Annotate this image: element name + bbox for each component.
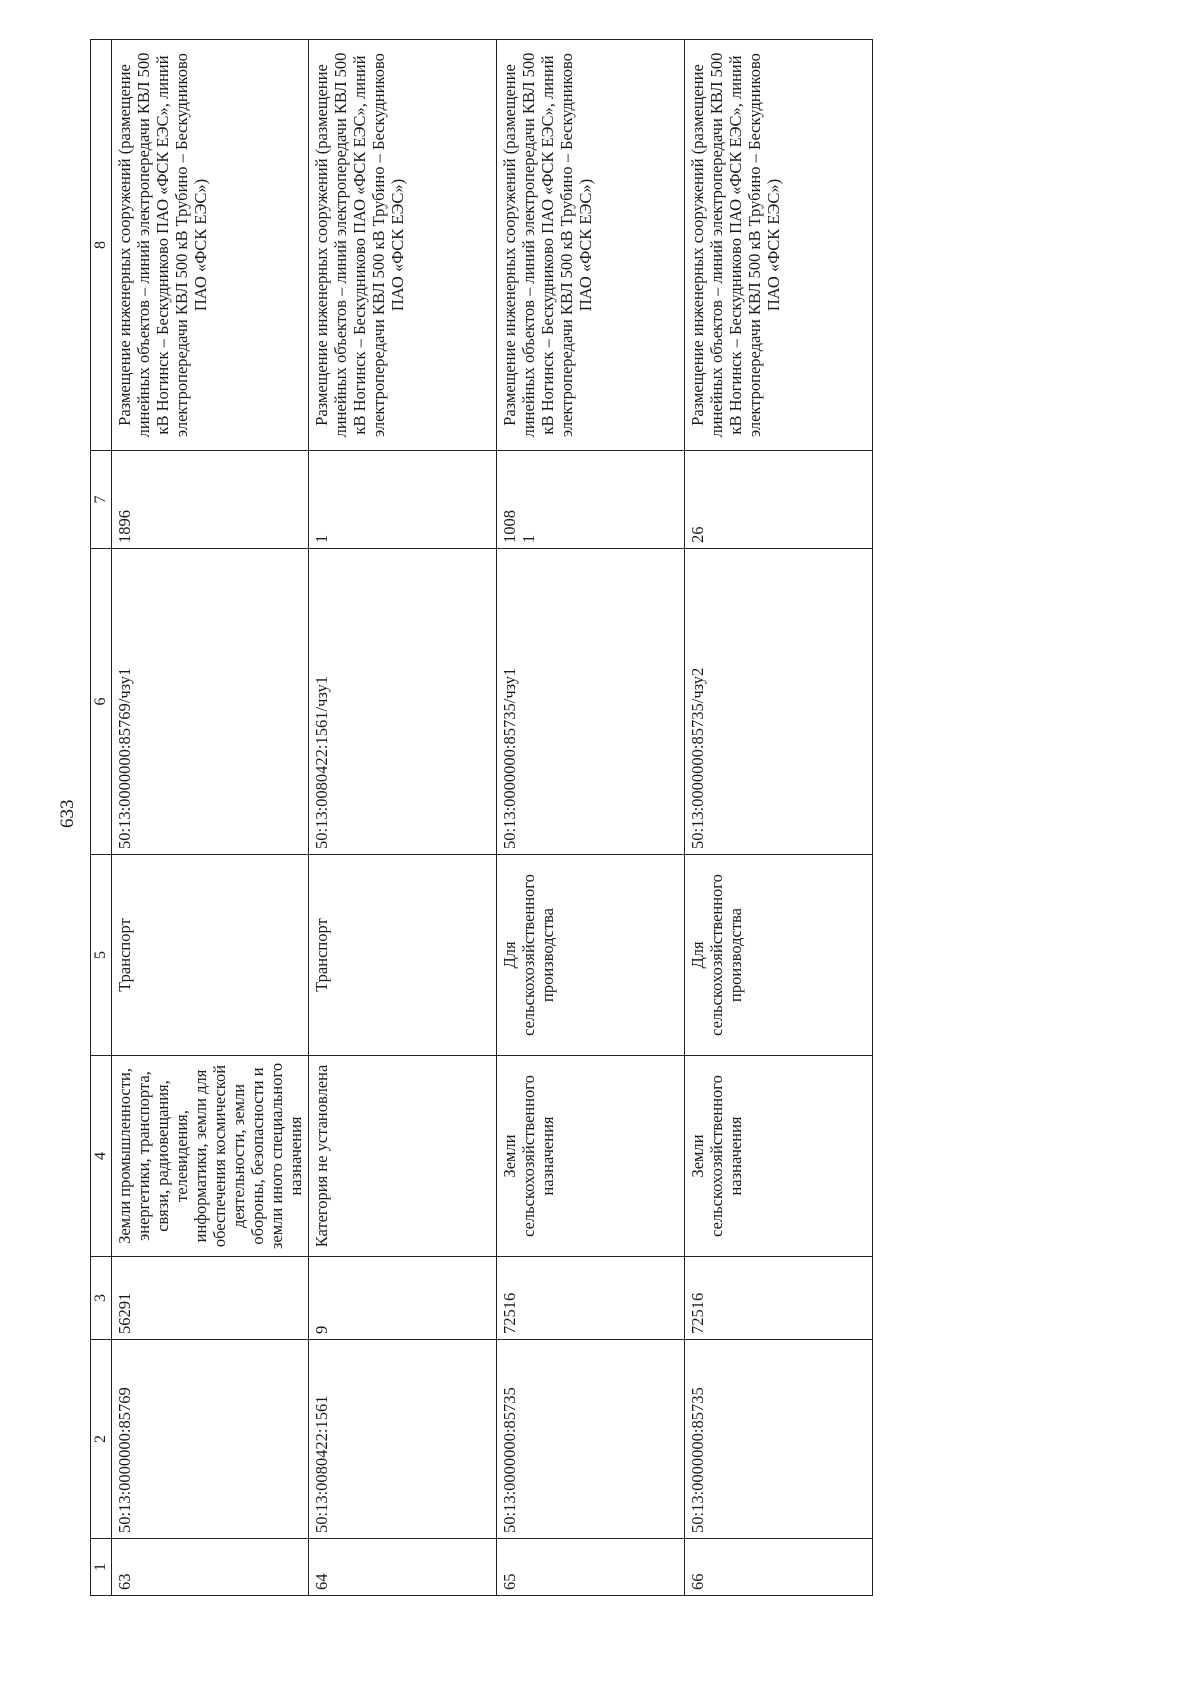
part-area [497, 451, 685, 549]
table-row [112, 40, 309, 1596]
cadastral-number: 50:13:0080422:1561 [309, 1340, 497, 1539]
land-category: Категория не установлена [309, 1056, 497, 1257]
permitted-use: Для сельскохозяйственного производства [497, 855, 685, 1056]
part-number: 50:13:0000000:85769/чзу1 [112, 549, 309, 855]
land-category: Земли сельскохозяйственного назначения [685, 1056, 873, 1257]
part-area-value: 1 [312, 534, 331, 543]
page-number: 633 [57, 799, 78, 828]
permitted-use: Транспорт [112, 855, 309, 1056]
part-area [685, 451, 873, 549]
table-row [497, 40, 685, 1596]
parcel-area: 72516 [497, 1257, 685, 1340]
parcel-area: 56291 [112, 1257, 309, 1340]
part-area-value: 1 [519, 534, 538, 543]
purpose: Размещение инженерных сооружений (размещение линейных объектов – линий электропередачи КВЛ 500 кВ Ногинск – Бескудниково ПАО «ФСК ЕЭС», линий электропередачи КВЛ 500 кВ Трубино – Бескудниково ПАО «ФСК ЕЭС») [112, 40, 309, 451]
row-number: 63 [112, 1539, 309, 1596]
column-number: 5 [91, 855, 112, 1056]
column-number: 2 [91, 1340, 112, 1539]
column-number: 3 [91, 1257, 112, 1340]
column-number: 6 [91, 549, 112, 855]
land-parcel-table [90, 39, 873, 1596]
part-area-value: 1896 [115, 510, 134, 543]
column-number: 1 [91, 1539, 112, 1596]
permitted-use: Для сельскохозяйственного производства [685, 855, 873, 1056]
part-number: 50:13:0080422:1561/чзу1 [309, 549, 497, 855]
column-number: 7 [91, 451, 112, 549]
part-number: 50:13:0000000:85735/чзу1 [497, 549, 685, 855]
column-number-row [91, 40, 112, 1596]
part-area-value: 26 [688, 526, 707, 543]
parcel-area: 72516 [685, 1257, 873, 1340]
cadastral-number: 50:13:0000000:85735 [497, 1340, 685, 1539]
row-number: 66 [685, 1539, 873, 1596]
permitted-use: Транспорт [309, 855, 497, 1056]
land-category: Земли промышленности, энергетики, транспорта, связи, радиовещания, телевидения, информатики, земли для обеспечения космической деятельности, земли обороны, безопасности и земли иного специального назначения [112, 1056, 309, 1257]
table-row [309, 40, 497, 1596]
row-number: 64 [309, 1539, 497, 1596]
land-category: Земли сельскохозяйственного назначения [497, 1056, 685, 1257]
purpose: Размещение инженерных сооружений (размещение линейных объектов – линий электропередачи КВЛ 500 кВ Ногинск – Бескудниково ПАО «ФСК ЕЭС», линий электропередачи КВЛ 500 кВ Трубино – Бескудниково ПАО «ФСК ЕЭС») [685, 40, 873, 451]
purpose: Размещение инженерных сооружений (размещение линейных объектов – линий электропередачи КВЛ 500 кВ Ногинск – Бескудниково ПАО «ФСК ЕЭС», линий электропередачи КВЛ 500 кВ Трубино – Бескудниково ПАО «ФСК ЕЭС») [309, 40, 497, 451]
cadastral-number: 50:13:0000000:85769 [112, 1340, 309, 1539]
purpose: Размещение инженерных сооружений (размещение линейных объектов – линий электропередачи КВЛ 500 кВ Ногинск – Бескудниково ПАО «ФСК ЕЭС», линий электропередачи КВЛ 500 кВ Трубино – Бескудниково ПАО «ФСК ЕЭС») [497, 40, 685, 451]
column-number: 4 [91, 1056, 112, 1257]
cadastral-number: 50:13:0000000:85735 [685, 1340, 873, 1539]
row-number: 65 [497, 1539, 685, 1596]
part-area-value: 1008 [500, 510, 519, 543]
part-number: 50:13:0000000:85735/чзу2 [685, 549, 873, 855]
part-area [309, 451, 497, 549]
register-sheet [90, 40, 865, 1596]
column-number: 8 [91, 40, 112, 451]
part-area [112, 451, 309, 549]
table-row [685, 40, 873, 1596]
parcel-area: 9 [309, 1257, 497, 1340]
